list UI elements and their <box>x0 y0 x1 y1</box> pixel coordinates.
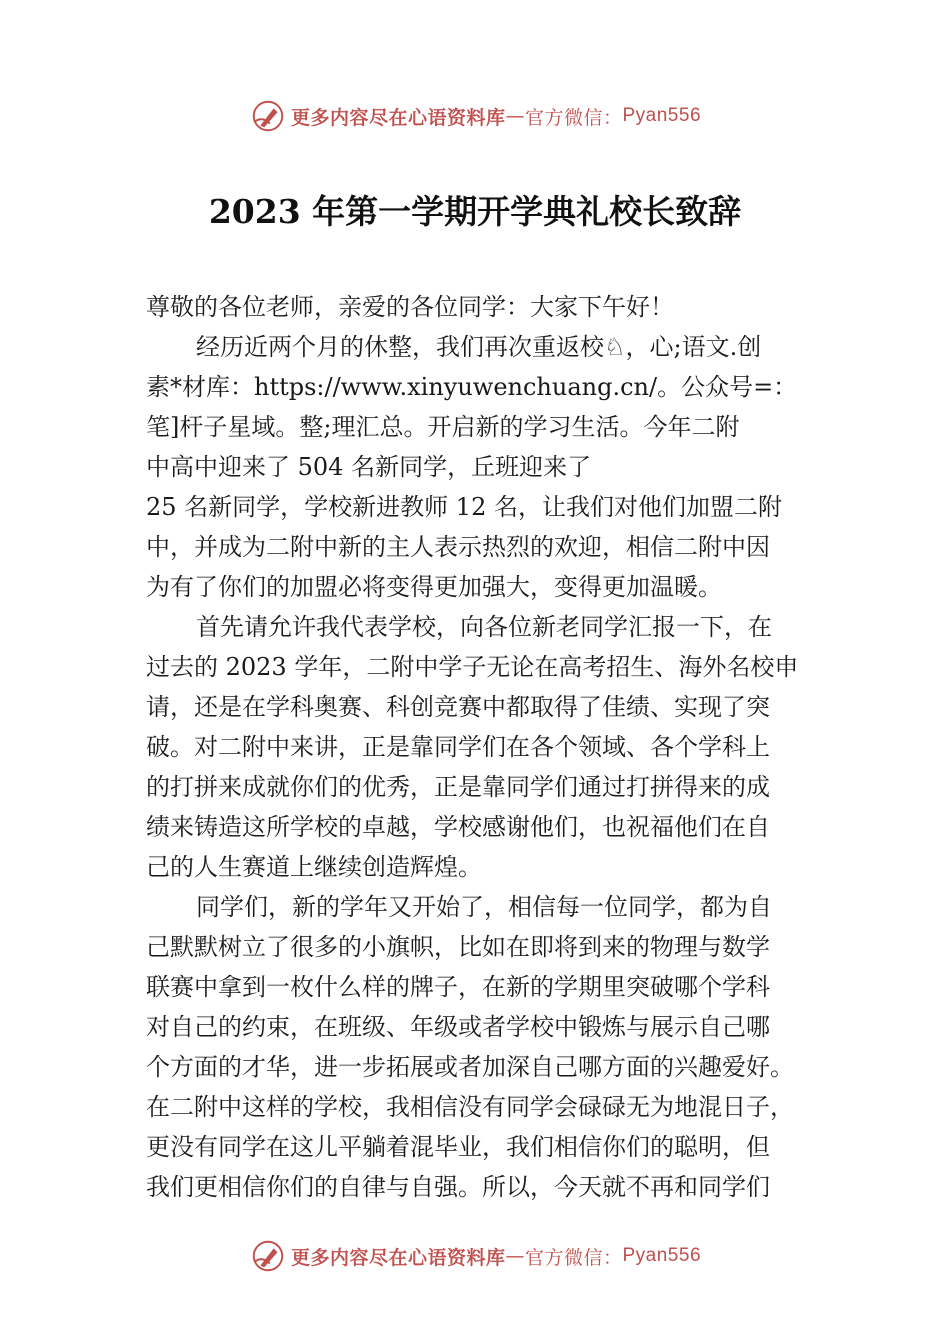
text-line: 中高中迎来了 504 名新同学，丘班迎来了 <box>146 453 592 481</box>
text-line: 25 名新同学，学校新进教师 12 名，让我们对他们加盟二附 <box>146 493 782 521</box>
footer-banner <box>0 1236 950 1276</box>
text-line: 的打拼来成就你们的优秀，正是靠同学们通过打拼得来的成 <box>146 773 770 801</box>
text-line: 联赛中拿到一枚什么样的牌子，在新的学期里突破哪个学科 <box>146 973 770 1001</box>
text-line: 更没有同学在这儿平躺着混毕业，我们相信你们的聪明，但 <box>146 1133 770 1161</box>
text-line: 素*材库：https://www.xinyuwenchuang.cn/。公众号=： <box>146 373 798 401</box>
document-title: 2023 年第一学期开学典礼校长致辞 <box>208 192 742 231</box>
text-line: 在二附中这样的学校，我相信没有同学会碌碌无为地混日子， <box>146 1093 794 1121</box>
text-line: 同学们，新的学年又开始了，相信每一位同学，都为自 <box>196 893 772 921</box>
text-line: 过去的 2023 学年，二附中学子无论在高考招生、海外名校申 <box>146 653 799 681</box>
banner-wechat-handle: Pyan556 <box>622 105 702 126</box>
text-line: 己默默树立了很多的小旗帜，比如在即将到来的物理与数学 <box>146 933 770 961</box>
text-line: 中，并成为二附中新的主人表示热烈的欢迎，相信二附中因 <box>146 533 770 561</box>
text-line: 为有了你们的加盟必将变得更加强大，变得更加温暖。 <box>146 573 722 601</box>
text-line: 对自己的约束，在班级、年级或者学校中锻炼与展示自己哪 <box>146 1013 770 1041</box>
banner-dash: — <box>505 105 525 127</box>
banner-main-text: 更多内容尽在心语资料库 <box>290 1246 506 1269</box>
text-line: 绩来铸造这所学校的卓越，学校感谢他们，也祝福他们在自 <box>146 813 770 841</box>
banner-main-text: 更多内容尽在心语资料库 <box>290 106 506 129</box>
header-banner <box>0 96 950 136</box>
text-line: 笔]杆子星域。整;理汇总。开启新的学习生活。今年二附 <box>146 413 740 441</box>
text-line: 尊敬的各位老师，亲爱的各位同学：大家下午好！ <box>146 293 674 321</box>
document-body <box>146 287 808 1207</box>
banner-wechat-handle: Pyan556 <box>622 1245 702 1266</box>
text-line: 破。对二附中来讲，正是靠同学们在各个领域、各个学科上 <box>146 733 770 761</box>
text-line: 个方面的才华，进一步拓展或者加深自己哪方面的兴趣爱好。 <box>146 1053 794 1081</box>
banner-wechat-label: 官方微信： <box>524 106 623 129</box>
pen-nib-logo-icon <box>249 1237 287 1275</box>
text-line: 经历近两个月的休整，我们再次重返校♘，心;语文.创 <box>196 333 762 361</box>
text-line: 请，还是在学科奥赛、科创竞赛中都取得了佳绩、实现了突 <box>146 693 770 721</box>
text-line: 首先请允许我代表学校，向各位新老同学汇报一下，在 <box>196 613 772 641</box>
pen-nib-logo-icon <box>249 97 287 135</box>
banner-wechat-label: 官方微信： <box>524 1246 623 1269</box>
banner-dash: — <box>505 1245 525 1267</box>
text-line: 己的人生赛道上继续创造辉煌。 <box>146 853 482 881</box>
text-line: 我们更相信你们的自律与自强。所以，今天就不再和同学们 <box>146 1173 770 1201</box>
